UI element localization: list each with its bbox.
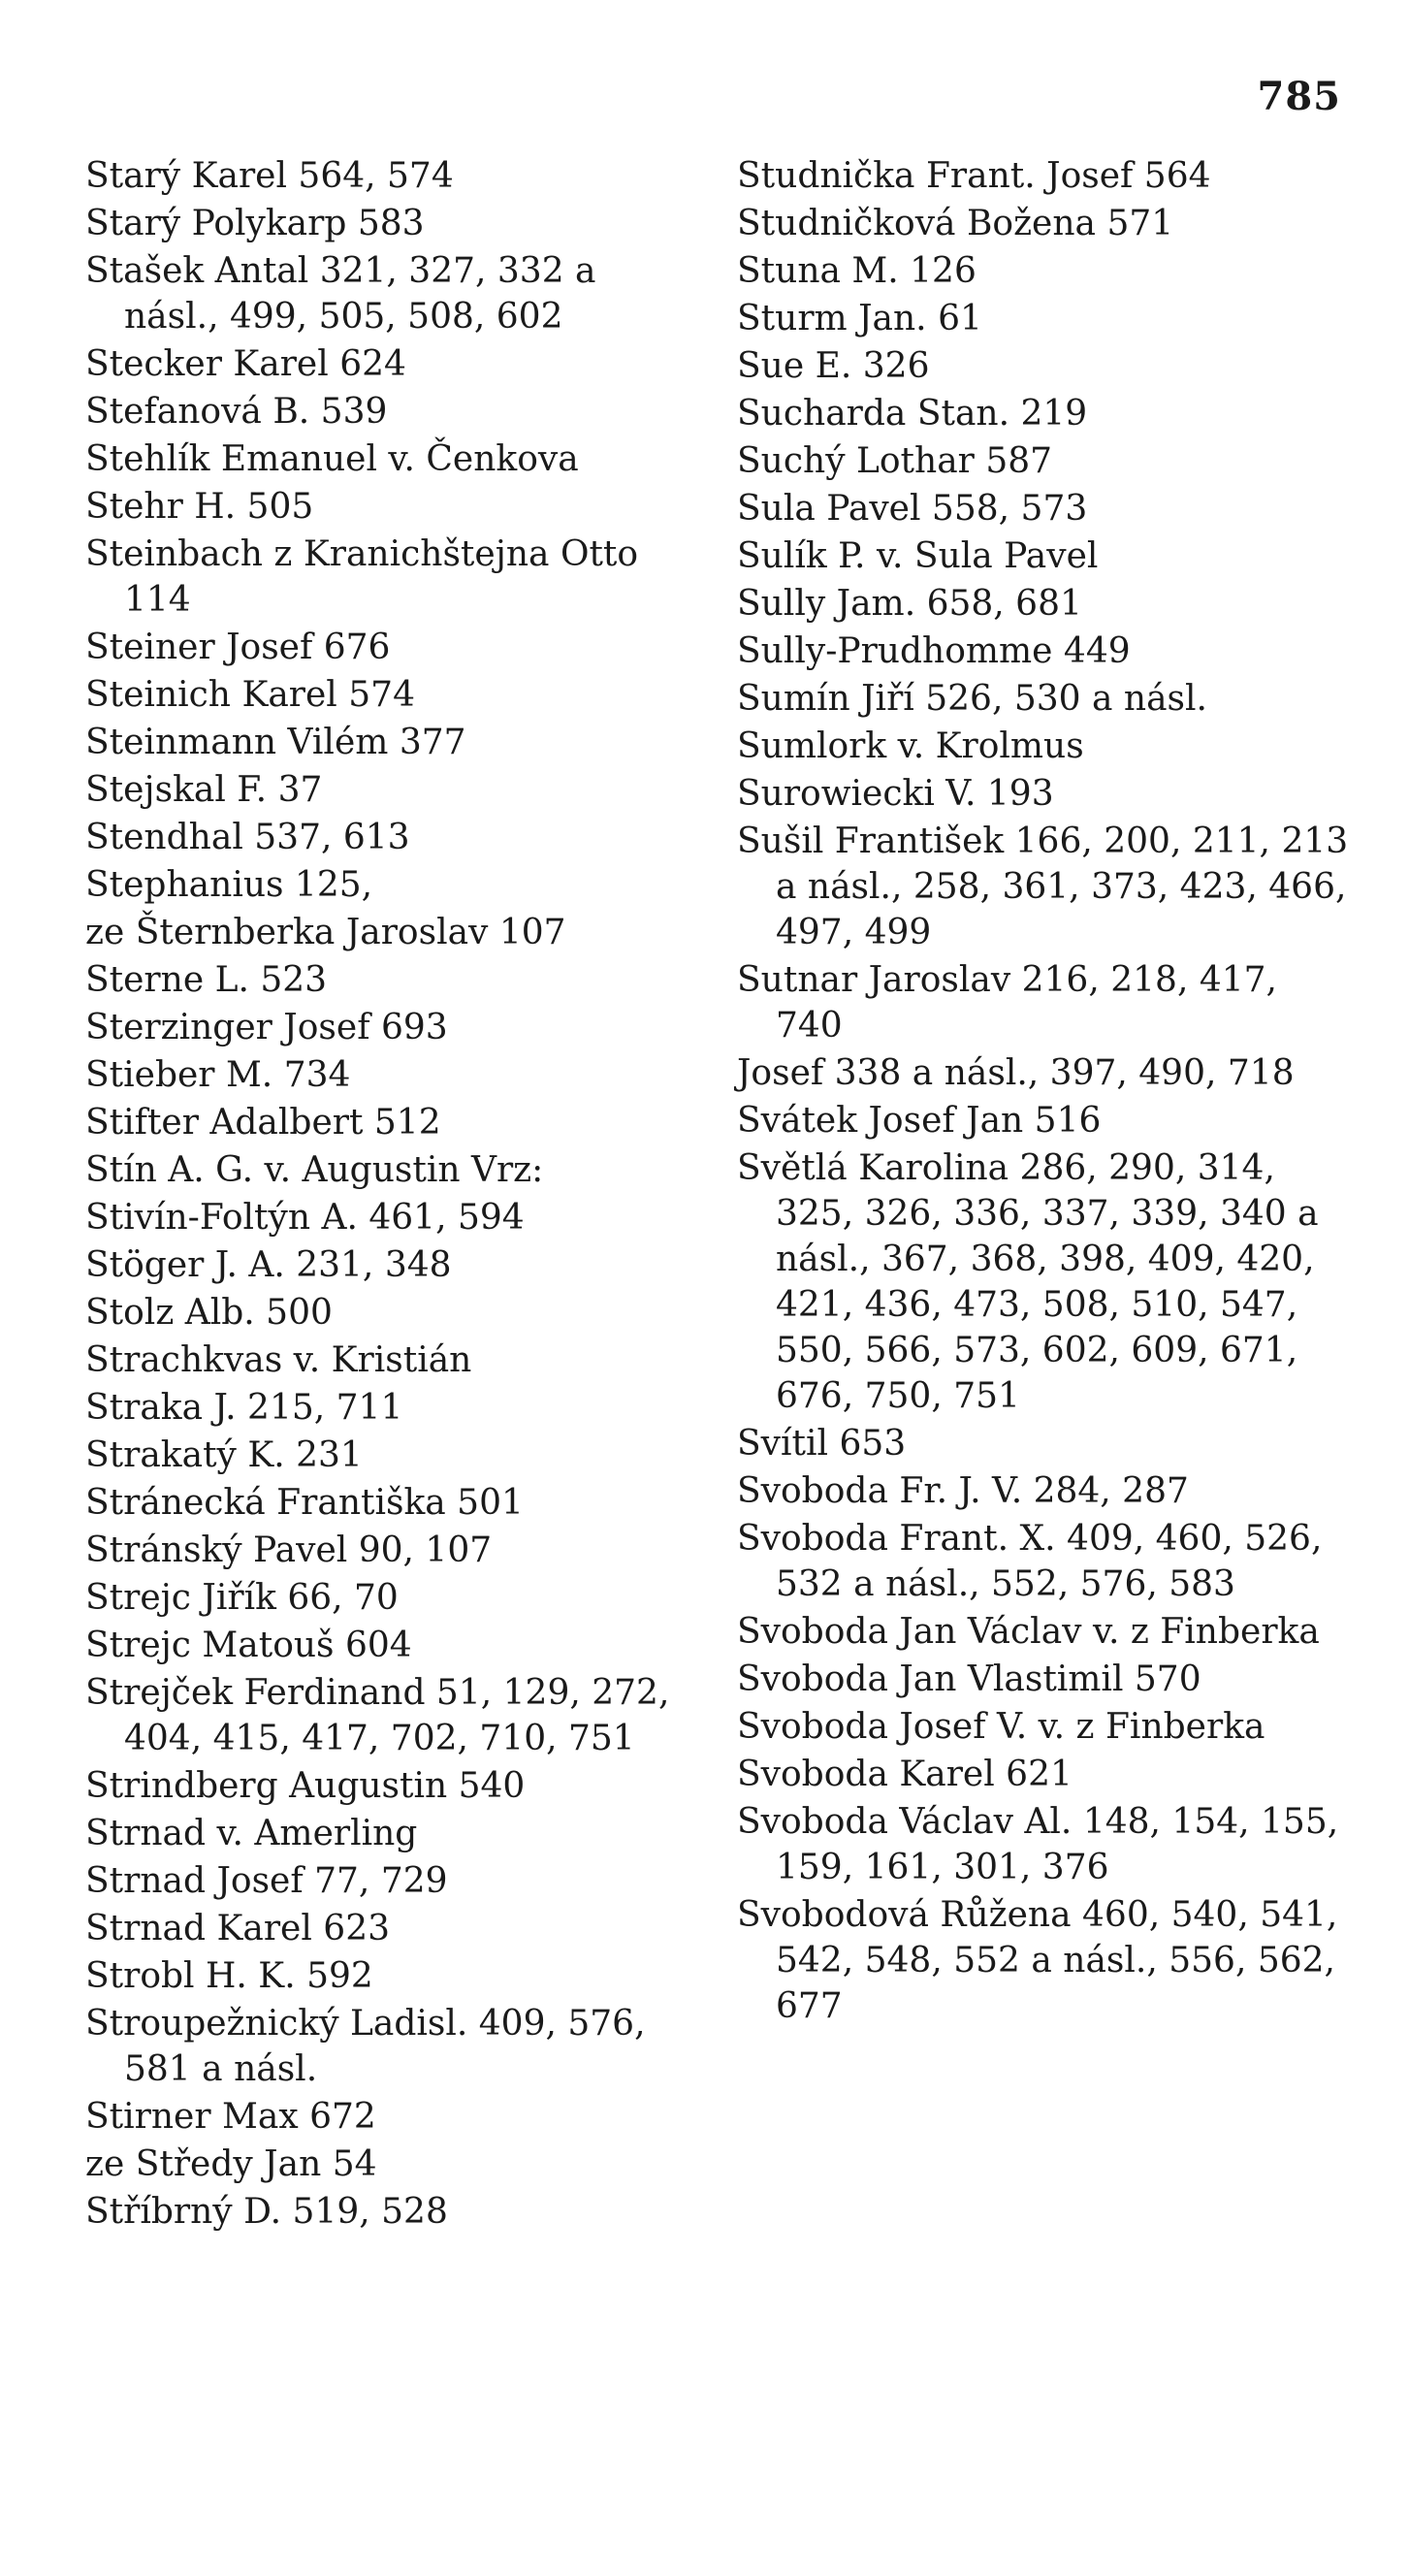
index-entry: Stöger J. A. 231, 348 — [85, 1245, 452, 1285]
index-entry: Strakatý K. 231 — [85, 1435, 363, 1475]
index-entry: Strejc Matouš 604 — [85, 1626, 412, 1665]
index-entry: Sulík P. v. Sula Pavel — [737, 536, 1099, 576]
index-entry: Sušil František 166, 200, 211, 213 a násl., 258, 361, 373, 423, 466, 497, 499 — [737, 821, 1349, 952]
index-entry: Suchý Lothar 587 — [737, 441, 1053, 481]
index-entry: Strnad v. Amerling — [85, 1814, 418, 1853]
index-entry: Strnad Josef 77, 729 — [85, 1861, 448, 1901]
index-column-left — [85, 153, 679, 2237]
index-entry: Steiner Josef 676 — [85, 628, 391, 667]
index-entry: Svátek Josef Jan 516 — [737, 1101, 1102, 1141]
index-entry: Stefanová B. 539 — [85, 392, 388, 432]
index-entry: Stecker Karel 624 — [85, 344, 406, 384]
index-entry: Stříbrný D. 519, 528 — [85, 2192, 448, 2232]
index-entry: Svoboda Karel 621 — [737, 1755, 1073, 1794]
index-entry: Stránský Pavel 90, 107 — [85, 1530, 493, 1570]
index-entry: Světlá Karolina 286, 290, 314, 325, 326, 336, 337, 339, 340 a násl., 367, 368, 398, 409, 420, 421, 436, 473, 508, 510, 547, 550, 566, 573, 602, 609, 671, 676, 750, 751 — [737, 1148, 1319, 1416]
index-entry: Sturm Jan. 61 — [737, 299, 982, 338]
index-entry: Sutnar Jaroslav 216, 218, 417, 740 — [737, 960, 1277, 1046]
index-entry: Strindberg Augustin 540 — [85, 1766, 526, 1806]
index-entry: Sucharda Stan. 219 — [737, 394, 1088, 434]
index-entry: Strejček Ferdinand 51, 129, 272, 404, 415, 417, 702, 710, 751 — [85, 1673, 670, 1758]
index-entry: Strobl H. K. 592 — [85, 1956, 373, 1996]
index-entry: Svoboda Jan Vlastimil 570 — [737, 1659, 1201, 1699]
index-entry: Stieber M. 734 — [85, 1055, 351, 1095]
index-entry: Stašek Antal 321, 327, 332 a násl., 499, 505, 508, 602 — [85, 251, 596, 337]
index-entry: Strejc Jiřík 66, 70 — [85, 1578, 399, 1618]
index-entry: Svobodová Růžena 460, 540, 541, 542, 548, 552 a násl., 556, 562, 677 — [737, 1895, 1338, 2026]
index-entry: Stehlík Emanuel v. Čenkova — [85, 439, 579, 479]
index-entry: Strachkvas v. Kristián — [85, 1340, 472, 1380]
index-entry: Surowiecki V. 193 — [737, 774, 1054, 814]
index-entry: Stejskal F. 37 — [85, 770, 323, 810]
index-entry: ze Šternberka Jaroslav 107 — [85, 913, 566, 952]
index-entry: Sterzinger Josef 693 — [85, 1008, 448, 1047]
index-entry: Stephanius 125, — [85, 865, 373, 905]
index-entry: Straka J. 215, 711 — [85, 1388, 403, 1428]
index-entry: Studničková Božena 571 — [737, 204, 1174, 243]
index-entry: Stín A. G. v. Augustin Vrz: — [85, 1150, 544, 1190]
index-entry: Svoboda Jan Václav v. z Finberka — [737, 1612, 1320, 1652]
index-entry: Stehr H. 505 — [85, 487, 314, 527]
index-entry: ze Středy Jan 54 — [85, 2144, 377, 2184]
index-entry: Sully Jam. 658, 681 — [737, 584, 1082, 624]
page-number: 785 — [1257, 74, 1341, 119]
index-entry: Svoboda Fr. J. V. 284, 287 — [737, 1471, 1189, 1511]
index-entry: Stroupežnický Ladisl. 409, 576, 581 a násl. — [85, 2004, 646, 2089]
index-entry: Svoboda Josef V. v. z Finberka — [737, 1707, 1265, 1747]
index-entry: Sully-Prudhomme 449 — [737, 631, 1131, 671]
index-entry: Steinmann Vilém 377 — [85, 723, 466, 762]
index-entry: Stuna M. 126 — [737, 251, 977, 291]
index-entry: Starý Polykarp 583 — [85, 204, 425, 243]
index-entry: Svoboda Frant. X. 409, 460, 526, 532 a násl., 552, 576, 583 — [737, 1519, 1323, 1604]
index-entry: Stolz Alb. 500 — [85, 1293, 333, 1333]
index-entry: Sterne L. 523 — [85, 960, 328, 1000]
index-entry: Steinich Karel 574 — [85, 675, 415, 715]
index-column-right — [737, 153, 1350, 2031]
index-entry: Strnad Karel 623 — [85, 1909, 391, 1948]
index-entry: Sue E. 326 — [737, 346, 930, 386]
index-entry: Steinbach z Kranichštejna Otto 114 — [85, 534, 639, 620]
index-entry: Josef 338 a násl., 397, 490, 718 — [737, 1053, 1295, 1093]
index-entry: Svítil 653 — [737, 1424, 907, 1464]
index-entry: Starý Karel 564, 574 — [85, 156, 454, 196]
index-entry: Stirner Max 672 — [85, 2097, 376, 2137]
index-entry: Stivín-Foltýn A. 461, 594 — [85, 1198, 525, 1238]
index-entry: Stendhal 537, 613 — [85, 818, 410, 857]
index-entry: Sumín Jiří 526, 530 a násl. — [737, 679, 1207, 719]
index-entry: Sumlork v. Krolmus — [737, 726, 1084, 766]
index-entry: Svoboda Václav Al. 148, 154, 155, 159, 161, 301, 376 — [737, 1802, 1339, 1887]
index-entry: Stránecká Františka 501 — [85, 1483, 524, 1523]
index-entry: Studnička Frant. Josef 564 — [737, 156, 1211, 196]
index-entry: Stifter Adalbert 512 — [85, 1103, 441, 1143]
index-entry: Sula Pavel 558, 573 — [737, 489, 1088, 529]
